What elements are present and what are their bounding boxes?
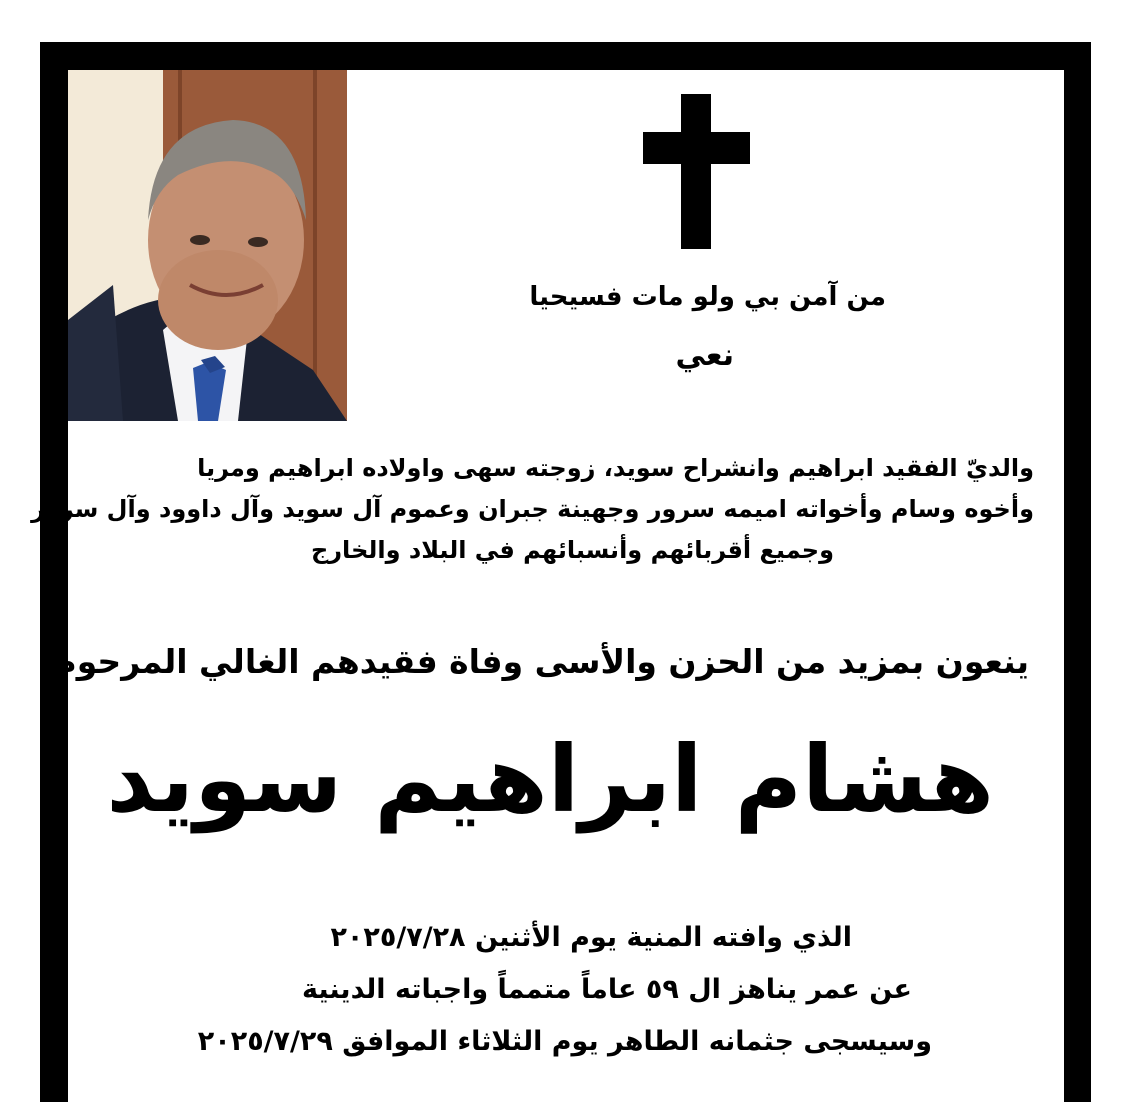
family-line: والديّ الفقيد ابراهيم وانشراح سويد، زوجته سهى واولاده ابراهيم ومريا [197,454,1034,482]
details-paragraph [198,912,932,1068]
detail-line: الذي وافته المنية يوم الأثنين ٢٠٢٥/٧/٢٨ [330,922,852,953]
bible-verse: من آمن بي ولو مات فسيحيا [529,282,886,312]
family-paragraph [31,448,1034,571]
detail-line: عن عمر يناهز ال ٥٩ عاماً متمماً واجباته الدينية [302,974,912,1005]
mourning-line: ينعون بمزيد من الحزن والأسى وفاة فقيدهم الغالي المرحوم [52,642,1029,681]
deceased-name: هشام ابراهيم سويد [106,726,994,833]
notice-sheet [31,70,1064,1110]
detail-line: وسيسجى جثمانه الطاهر يوم الثلاثاء الموافق ٢٠٢٥/٧/٢٩ [197,1026,932,1057]
cross-icon [643,94,750,249]
family-line: وجميع أقربائهم وأنسبائهم في البلاد والخارج [310,536,834,564]
family-line: وأخوه وسام وأخواته اميمه سرور وجهينة جبران وعموم آل سويد وآل داوود وآل سرور [31,495,1034,523]
notice-heading: نعي [675,338,734,373]
deceased-photo [68,70,347,421]
black-border-frame [31,42,1091,1102]
